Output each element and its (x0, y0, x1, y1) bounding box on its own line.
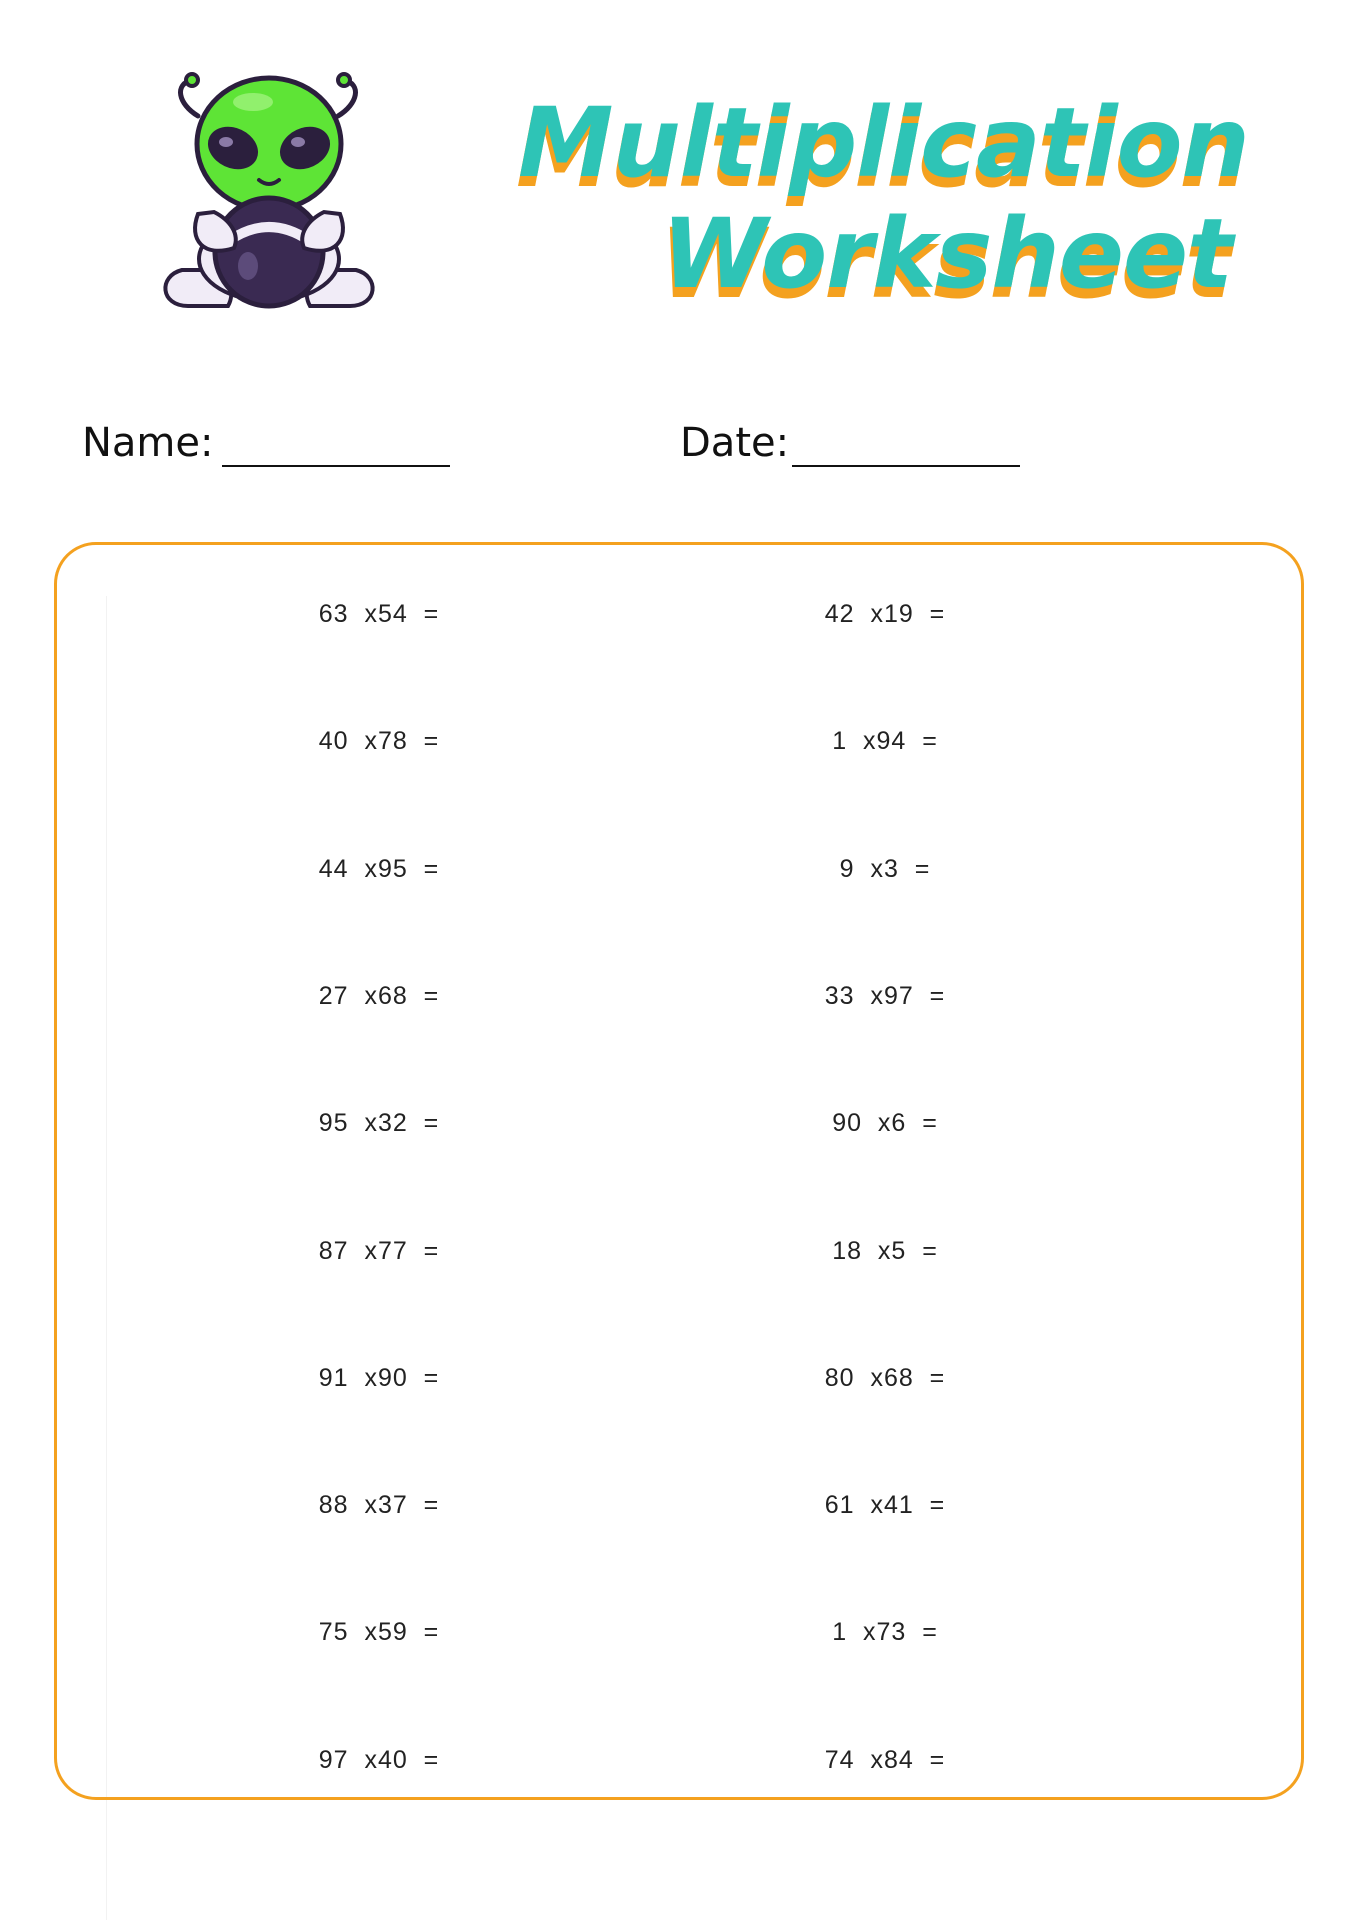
problem-right-5: 90 x6 = (832, 1109, 938, 1138)
problem-right-9: 1 x73 = (832, 1618, 938, 1647)
problem-left-3: 44 x95 = (318, 854, 440, 883)
problem-left-9: 75 x59 = (318, 1618, 440, 1647)
alien-mascot-icon (158, 44, 380, 316)
problem-left-1: 63 x54 = (318, 600, 440, 628)
title-line-2: Worksheet (661, 198, 1232, 311)
problem-right-2: 1 x94 = (832, 727, 938, 756)
problem-right-1: 42 x19 = (824, 600, 946, 628)
title-line-1: Multiplication (518, 87, 1249, 199)
problem-right-4: 33 x97 = (824, 981, 946, 1010)
problem-left-5: 95 x32 = (318, 1109, 440, 1138)
problem-right-6: 18 x5 = (832, 1236, 938, 1265)
problem-left-6: 87 x77 = (318, 1236, 440, 1265)
problem-right-3: 9 x3 = (839, 854, 931, 883)
problem-left-2: 40 x78 = (318, 727, 440, 756)
date-blank-line[interactable] (792, 465, 1020, 467)
name-blank-line[interactable] (222, 465, 450, 467)
date-label: Date: (680, 420, 790, 466)
problem-right-7: 80 x68 = (824, 1363, 946, 1392)
problem-left-8: 88 x37 = (318, 1491, 440, 1520)
problem-right-10: 74 x84 = (824, 1745, 946, 1774)
problem-right-8: 61 x41 = (824, 1491, 946, 1520)
problem-box (54, 542, 1304, 1800)
problem-left-7: 91 x90 = (318, 1363, 440, 1392)
name-label: Name: (82, 420, 214, 466)
problem-left-4: 27 x68 = (318, 981, 440, 1010)
problem-left-10: 97 x40 = (318, 1745, 440, 1774)
worksheet-title (518, 87, 1249, 311)
